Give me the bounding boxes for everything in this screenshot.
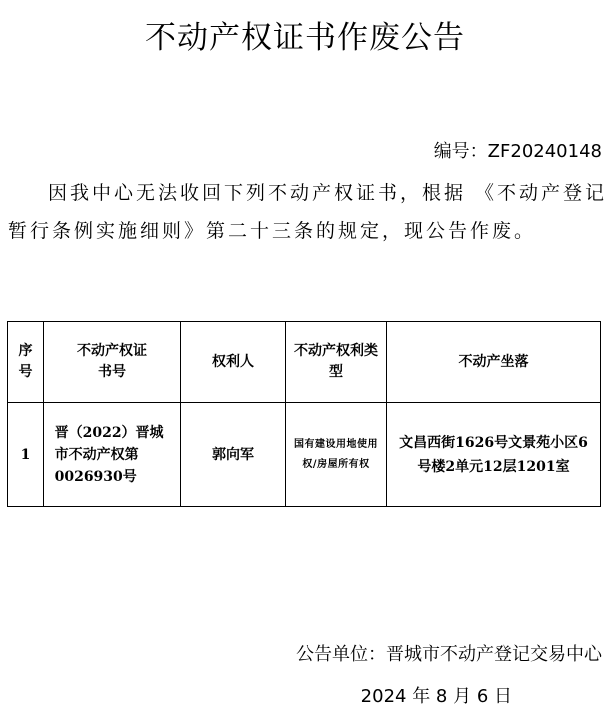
announcement-body: 因我中心无法收回下列不动产权证书，根据 《不动产登记暂行条例实施细则》第二十三条的规定，现公告作废。: [8, 182, 608, 242]
header-location: 不动产坐落: [387, 322, 601, 403]
header-cert-no: 不动产权证书号: [44, 322, 181, 403]
table-row: [8, 403, 601, 507]
cell-right-type: 国有建设用地使用权/房屋所有权: [286, 403, 387, 507]
table-header-row: [8, 322, 601, 403]
cell-owner: 郭向军: [181, 403, 286, 507]
document-number: 编号：ZF20240148: [433, 141, 602, 162]
page-title: 不动产权证书作废公告: [145, 20, 465, 56]
cell-location: 文昌西街1626号文景苑小区6号楼2单元12层1201室: [387, 403, 601, 507]
header-seq: 序号: [8, 322, 44, 403]
issuing-organization: 公告单位：晋城市不动产登记交易中心: [296, 644, 602, 665]
cell-seq: 1: [8, 403, 44, 507]
header-right-type: 不动产权利类型: [286, 322, 387, 403]
header-owner: 权利人: [181, 322, 286, 403]
announcement-date: 2024 年 8 月 6 日: [360, 686, 512, 707]
void-certificate-table: [7, 321, 601, 507]
cell-cert-no: 晋（2022）晋城市不动产权第0026930号: [44, 403, 181, 507]
